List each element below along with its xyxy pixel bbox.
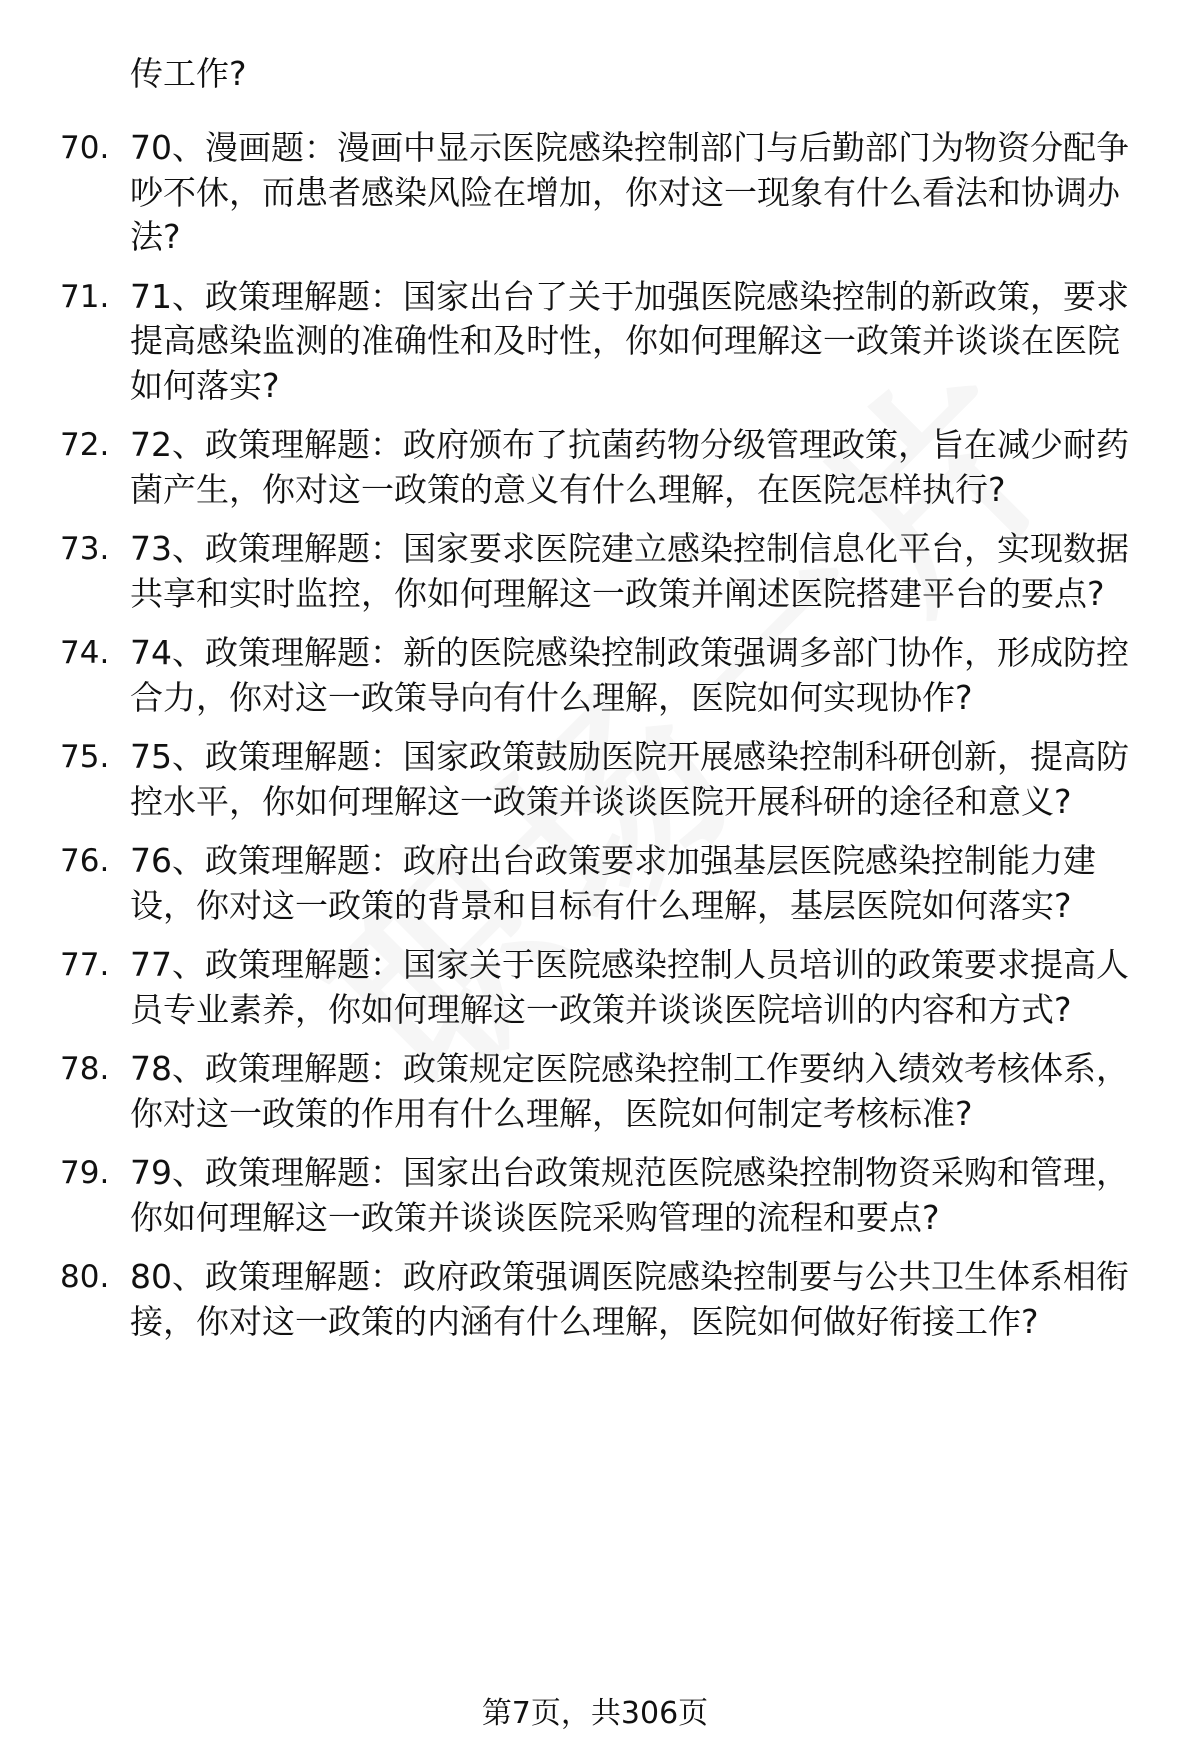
question-text: 78、政策理解题：政策规定医院感染控制工作要纳入绩效考核体系，你对这一政策的作用有什么理解，医院如何制定考核标准? — [130, 1049, 1129, 1133]
question-number: 77. — [60, 947, 110, 983]
question-item — [0, 839, 1190, 928]
continuation-text: 传工作? — [130, 54, 247, 93]
question-item — [0, 735, 1190, 824]
question-text: 76、政策理解题：政府出台政策要求加强基层医院感染控制能力建设，你对这一政策的背景和目标有什么理解，基层医院如何落实? — [130, 841, 1096, 925]
question-text: 71、政策理解题：国家出台了关于加强医院感染控制的新政策，要求提高感染监测的准确性和及时性，你如何理解这一政策并谈谈在医院如何落实? — [130, 276, 1129, 405]
question-item — [0, 423, 1190, 512]
question-item — [0, 943, 1190, 1032]
question-number: 74. — [60, 635, 110, 671]
question-item — [0, 631, 1190, 720]
question-text: 72、政策理解题：政府颁布了抗菌药物分级管理政策，旨在减少耐药菌产生，你对这一政策的意义有什么理解，在医院怎样执行? — [130, 425, 1129, 509]
question-item — [0, 1255, 1190, 1344]
page-footer: 第7页，共306页 — [481, 1696, 709, 1731]
question-number: 80. — [60, 1259, 110, 1295]
question-number: 71. — [60, 278, 110, 315]
question-number: 72. — [60, 427, 110, 463]
question-text: 74、政策理解题：新的医院感染控制政策强调多部门协作，形成防控合力，你对这一政策导向有什么理解，医院如何实现协作? — [130, 633, 1129, 717]
question-text: 70、漫画题：漫画中显示医院感染控制部门与后勤部门为物资分配争吵不休，而患者感染风险在增加，你对这一现象有什么看法和协调办法? — [130, 128, 1129, 256]
question-text: 75、政策理解题：国家政策鼓励医院开展感染控制科研创新，提高防控水平，你如何理解这一政策并谈谈医院开展科研的途径和意义? — [130, 737, 1129, 821]
question-number: 79. — [60, 1155, 110, 1191]
question-item — [0, 275, 1190, 409]
question-number: 73. — [60, 531, 110, 567]
question-item — [0, 126, 1190, 260]
question-number: 76. — [60, 843, 110, 879]
question-item — [0, 1151, 1190, 1240]
question-item — [0, 527, 1190, 616]
question-number: 70. — [60, 130, 110, 166]
question-item — [0, 1047, 1190, 1136]
question-number: 78. — [60, 1051, 110, 1087]
question-text: 79、政策理解题：国家出台政策规范医院感染控制物资采购和管理，你如何理解这一政策并谈谈医院采购管理的流程和要点? — [130, 1153, 1129, 1237]
question-text: 73、政策理解题：国家要求医院建立感染控制信息化平台，实现数据共享和实时监控，你如何理解这一政策并阐述医院搭建平台的要点? — [130, 529, 1129, 613]
question-text: 80、政策理解题：政府政策强调医院感染控制要与公共卫生体系相衔接，你对这一政策的内涵有什么理解，医院如何做好衔接工作? — [130, 1257, 1129, 1341]
question-list — [0, 126, 1190, 1359]
question-text: 77、政策理解题：国家关于医院感染控制人员培训的政策要求提高人员专业素养，你如何理解这一政策并谈谈医院培训的内容和方式? — [130, 945, 1129, 1029]
question-number: 75. — [60, 739, 110, 775]
